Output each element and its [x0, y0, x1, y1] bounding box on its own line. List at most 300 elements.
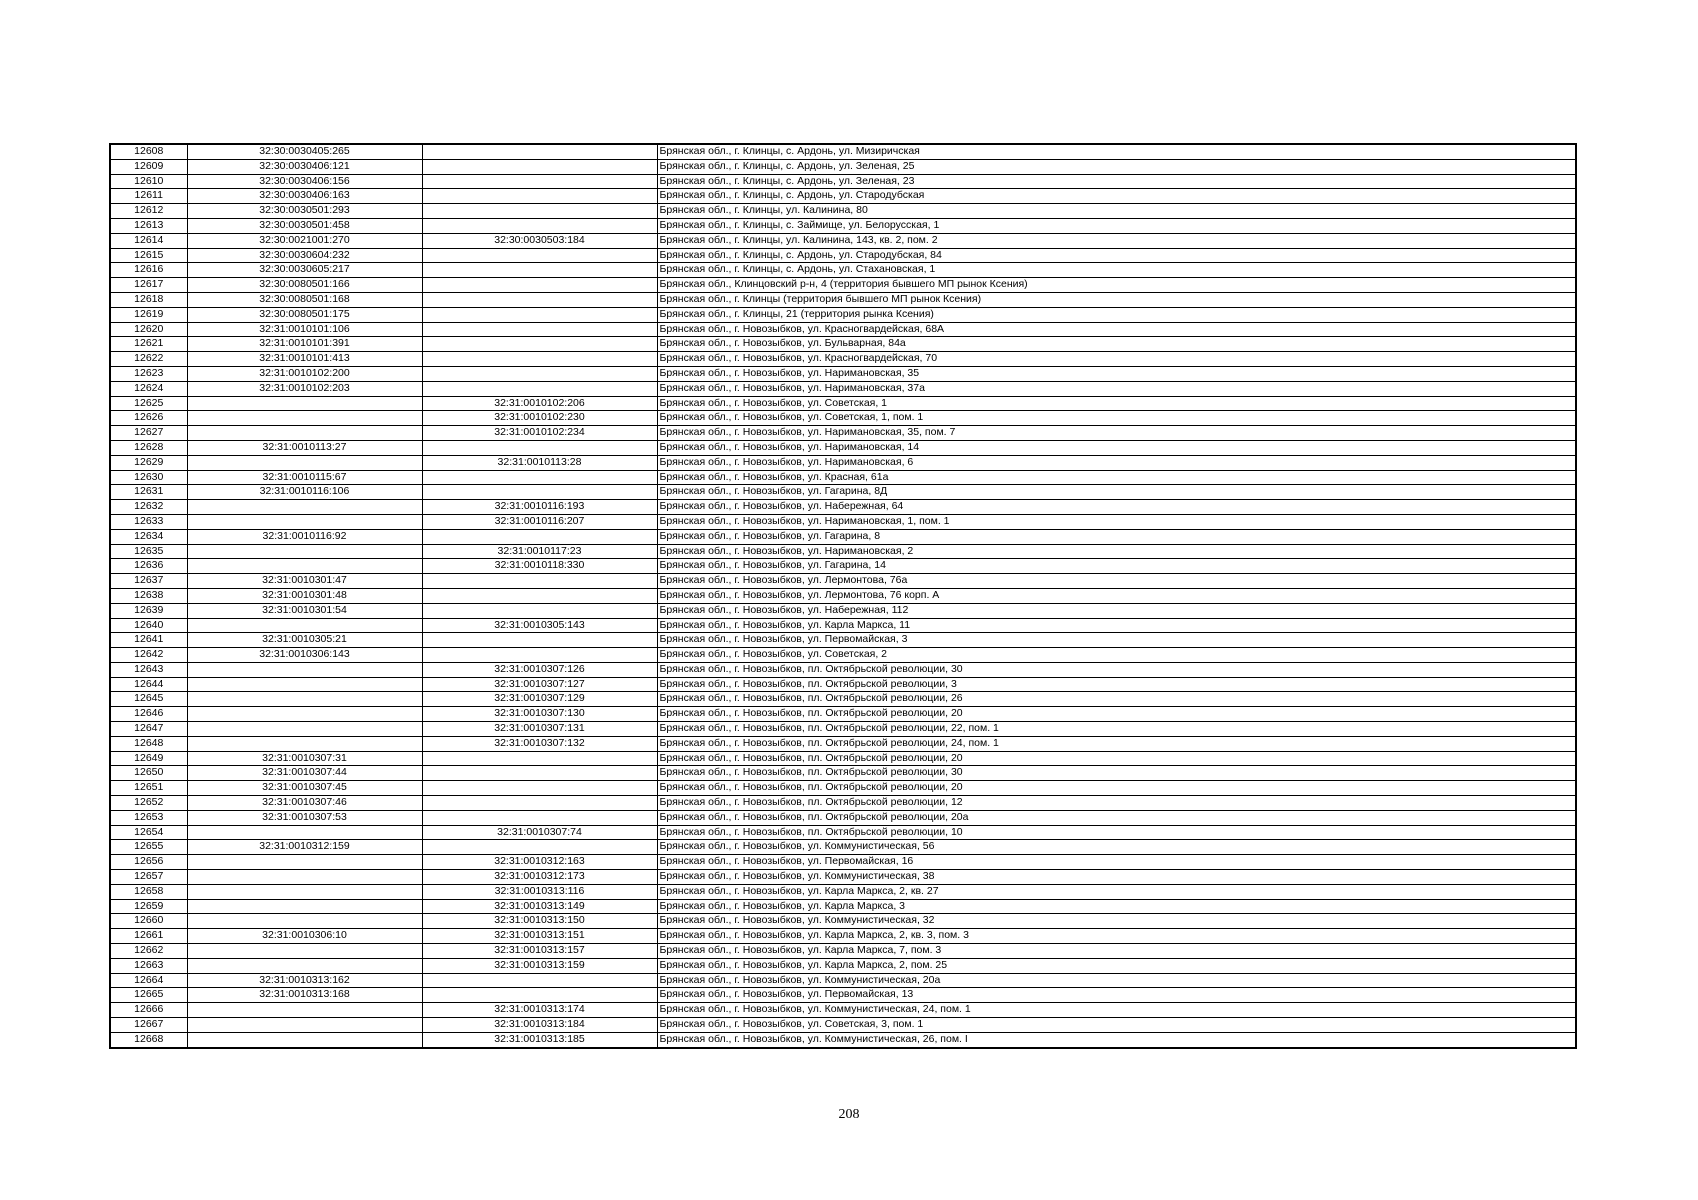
row-number-cell: 12638	[110, 588, 187, 603]
registry-body	[110, 144, 1576, 1048]
address-cell: Брянская обл., г. Новозыбков, ул. Коммунистическая, 20а	[657, 973, 1576, 988]
address-cell: Брянская обл., г. Новозыбков, ул. Наримановская, 14	[657, 440, 1576, 455]
row-number-cell: 12651	[110, 781, 187, 796]
row-number-cell: 12640	[110, 618, 187, 633]
row-number-cell: 12648	[110, 736, 187, 751]
table-row	[110, 544, 1576, 559]
address-cell: Брянская обл., г. Новозыбков, ул. Набережная, 64	[657, 500, 1576, 515]
address-cell: Брянская обл., г. Клинцы, с. Ардонь, ул. Стахановская, 1	[657, 263, 1576, 278]
cadastral-number-cell	[187, 736, 422, 751]
row-number-cell: 12664	[110, 973, 187, 988]
cadastral-number-cell: 32:31:0010307:45	[187, 781, 422, 796]
row-number-cell: 12637	[110, 574, 187, 589]
table-row	[110, 825, 1576, 840]
table-row	[110, 440, 1576, 455]
row-number-cell: 12646	[110, 707, 187, 722]
address-cell: Брянская обл., г. Новозыбков, ул. Карла Маркса, 2, кв. 27	[657, 884, 1576, 899]
cadastral-number-cell	[187, 1032, 422, 1047]
cadastral-number-cell: 32:31:0010307:44	[187, 766, 422, 781]
table-row	[110, 870, 1576, 885]
cadastral-number-cell	[187, 396, 422, 411]
table-row	[110, 899, 1576, 914]
cadastral-number-cell: 32:30:0030406:156	[187, 174, 422, 189]
address-cell: Брянская обл., г. Новозыбков, пл. Октябрьской революции, 24, пом. 1	[657, 736, 1576, 751]
table-row	[110, 322, 1576, 337]
address-cell: Брянская обл., г. Клинцы, с. Ардонь, ул. Стародубская	[657, 189, 1576, 204]
cadastral-number-cell: 32:31:0010307:46	[187, 796, 422, 811]
building-cadastral-number-cell	[422, 485, 657, 500]
building-cadastral-number-cell: 32:31:0010102:206	[422, 396, 657, 411]
address-cell: Брянская обл., г. Клинцы, 21 (территория рынка Ксения)	[657, 307, 1576, 322]
address-cell: Брянская обл., г. Новозыбков, ул. Наримановская, 2	[657, 544, 1576, 559]
building-cadastral-number-cell	[422, 381, 657, 396]
table-row	[110, 633, 1576, 648]
row-number-cell: 12621	[110, 337, 187, 352]
address-cell: Брянская обл., г. Новозыбков, ул. Наримановская, 35, пом. 7	[657, 426, 1576, 441]
cadastral-number-cell	[187, 411, 422, 426]
row-number-cell: 12622	[110, 352, 187, 367]
table-row	[110, 396, 1576, 411]
building-cadastral-number-cell: 32:31:0010307:126	[422, 662, 657, 677]
address-cell: Брянская обл., г. Новозыбков, пл. Октябрьской революции, 30	[657, 662, 1576, 677]
address-cell: Брянская обл., г. Новозыбков, ул. Карла Маркса, 7, пом. 3	[657, 944, 1576, 959]
row-number-cell: 12610	[110, 174, 187, 189]
cadastral-number-cell: 32:31:0010306:143	[187, 648, 422, 663]
address-cell: Брянская обл., г. Новозыбков, ул. Карла Маркса, 2, пом. 25	[657, 958, 1576, 973]
cadastral-number-cell: 32:31:0010305:21	[187, 633, 422, 648]
building-cadastral-number-cell: 32:31:0010313:151	[422, 929, 657, 944]
address-cell: Брянская обл., г. Новозыбков, пл. Октябрьской революции, 20а	[657, 810, 1576, 825]
cadastral-number-cell	[187, 544, 422, 559]
address-cell: Брянская обл., г. Новозыбков, ул. Карла Маркса, 2, кв. 3, пом. 3	[657, 929, 1576, 944]
table-row	[110, 707, 1576, 722]
building-cadastral-number-cell: 32:31:0010313:157	[422, 944, 657, 959]
table-row	[110, 958, 1576, 973]
row-number-cell: 12656	[110, 855, 187, 870]
building-cadastral-number-cell	[422, 440, 657, 455]
building-cadastral-number-cell: 32:31:0010307:131	[422, 722, 657, 737]
row-number-cell: 12619	[110, 307, 187, 322]
cadastral-number-cell	[187, 870, 422, 885]
table-row	[110, 366, 1576, 381]
address-cell: Брянская обл., г. Новозыбков, ул. Советская, 1, пом. 1	[657, 411, 1576, 426]
address-cell: Брянская обл., г. Новозыбков, ул. Красногвардейская, 70	[657, 352, 1576, 367]
cadastral-number-cell: 32:30:0080501:166	[187, 278, 422, 293]
table-row	[110, 766, 1576, 781]
cadastral-number-cell	[187, 899, 422, 914]
table-row	[110, 603, 1576, 618]
table-row	[110, 426, 1576, 441]
cadastral-number-cell: 32:31:0010101:106	[187, 322, 422, 337]
address-cell: Брянская обл., г. Клинцы (территория бывшего МП рынок Ксения)	[657, 292, 1576, 307]
row-number-cell: 12658	[110, 884, 187, 899]
address-cell: Брянская обл., г. Новозыбков, ул. Советская, 2	[657, 648, 1576, 663]
cadastral-number-cell	[187, 662, 422, 677]
registry-table	[109, 143, 1577, 1049]
table-row	[110, 1003, 1576, 1018]
cadastral-number-cell	[187, 500, 422, 515]
row-number-cell: 12617	[110, 278, 187, 293]
row-number-cell: 12639	[110, 603, 187, 618]
table-row	[110, 914, 1576, 929]
cadastral-number-cell	[187, 514, 422, 529]
row-number-cell: 12609	[110, 159, 187, 174]
table-row	[110, 722, 1576, 737]
address-cell: Брянская обл., г. Новозыбков, ул. Красногвардейская, 68А	[657, 322, 1576, 337]
address-cell: Брянская обл., г. Новозыбков, ул. Бульварная, 84а	[657, 337, 1576, 352]
row-number-cell: 12626	[110, 411, 187, 426]
address-cell: Брянская обл., г. Новозыбков, ул. Наримановская, 6	[657, 455, 1576, 470]
table-row	[110, 529, 1576, 544]
cadastral-number-cell: 32:30:0030501:458	[187, 218, 422, 233]
address-cell: Брянская обл., г. Новозыбков, ул. Гагарина, 8	[657, 529, 1576, 544]
row-number-cell: 12650	[110, 766, 187, 781]
table-row	[110, 278, 1576, 293]
address-cell: Брянская обл., г. Новозыбков, ул. Лермонтова, 76а	[657, 574, 1576, 589]
table-row	[110, 588, 1576, 603]
cadastral-number-cell: 32:31:0010116:106	[187, 485, 422, 500]
table-row	[110, 692, 1576, 707]
building-cadastral-number-cell	[422, 352, 657, 367]
building-cadastral-number-cell: 32:31:0010307:130	[422, 707, 657, 722]
cadastral-number-cell: 32:31:0010115:67	[187, 470, 422, 485]
building-cadastral-number-cell	[422, 322, 657, 337]
cadastral-number-cell	[187, 914, 422, 929]
building-cadastral-number-cell: 32:31:0010312:163	[422, 855, 657, 870]
table-row	[110, 411, 1576, 426]
cadastral-number-cell: 32:30:0030405:265	[187, 144, 422, 159]
row-number-cell: 12652	[110, 796, 187, 811]
row-number-cell: 12649	[110, 751, 187, 766]
cadastral-number-cell: 32:31:0010307:53	[187, 810, 422, 825]
row-number-cell: 12661	[110, 929, 187, 944]
row-number-cell: 12625	[110, 396, 187, 411]
cadastral-number-cell: 32:31:0010101:391	[187, 337, 422, 352]
building-cadastral-number-cell	[422, 307, 657, 322]
building-cadastral-number-cell	[422, 189, 657, 204]
row-number-cell: 12653	[110, 810, 187, 825]
row-number-cell: 12659	[110, 899, 187, 914]
row-number-cell: 12655	[110, 840, 187, 855]
row-number-cell: 12627	[110, 426, 187, 441]
table-row	[110, 1032, 1576, 1047]
address-cell: Брянская обл., г. Новозыбков, пл. Октябрьской революции, 20	[657, 781, 1576, 796]
cadastral-number-cell: 32:31:0010313:168	[187, 988, 422, 1003]
address-cell: Брянская обл., г. Новозыбков, ул. Карла Маркса, 11	[657, 618, 1576, 633]
table-row	[110, 248, 1576, 263]
building-cadastral-number-cell	[422, 292, 657, 307]
address-cell: Брянская обл., г. Новозыбков, пл. Октябрьской революции, 22, пом. 1	[657, 722, 1576, 737]
cadastral-number-cell: 32:30:0030501:293	[187, 204, 422, 219]
address-cell: Брянская обл., г. Новозыбков, ул. Первомайская, 16	[657, 855, 1576, 870]
building-cadastral-number-cell	[422, 588, 657, 603]
cadastral-number-cell: 32:30:0030406:163	[187, 189, 422, 204]
cadastral-number-cell	[187, 958, 422, 973]
building-cadastral-number-cell	[422, 218, 657, 233]
building-cadastral-number-cell	[422, 973, 657, 988]
address-cell: Брянская обл., г. Новозыбков, ул. Коммунистическая, 26, пом. I	[657, 1032, 1576, 1047]
cadastral-number-cell: 32:30:0021001:270	[187, 233, 422, 248]
row-number-cell: 12654	[110, 825, 187, 840]
building-cadastral-number-cell	[422, 796, 657, 811]
row-number-cell: 12633	[110, 514, 187, 529]
building-cadastral-number-cell: 32:31:0010102:230	[422, 411, 657, 426]
cadastral-number-cell	[187, 1003, 422, 1018]
address-cell: Брянская обл., г. Новозыбков, ул. Гагарина, 8Д	[657, 485, 1576, 500]
row-number-cell: 12632	[110, 500, 187, 515]
address-cell: Брянская обл., г. Новозыбков, ул. Первомайская, 13	[657, 988, 1576, 1003]
table-row	[110, 781, 1576, 796]
building-cadastral-number-cell	[422, 988, 657, 1003]
table-row	[110, 455, 1576, 470]
row-number-cell: 12623	[110, 366, 187, 381]
cadastral-number-cell: 32:31:0010102:200	[187, 366, 422, 381]
row-number-cell: 12613	[110, 218, 187, 233]
building-cadastral-number-cell	[422, 810, 657, 825]
table-row	[110, 736, 1576, 751]
building-cadastral-number-cell: 32:30:0030503:184	[422, 233, 657, 248]
cadastral-number-cell	[187, 677, 422, 692]
address-cell: Брянская обл., г. Клинцы, с. Ардонь, ул. Стародубская, 84	[657, 248, 1576, 263]
building-cadastral-number-cell	[422, 159, 657, 174]
row-number-cell: 12614	[110, 233, 187, 248]
row-number-cell: 12628	[110, 440, 187, 455]
row-number-cell: 12665	[110, 988, 187, 1003]
row-number-cell: 12662	[110, 944, 187, 959]
cadastral-number-cell	[187, 944, 422, 959]
building-cadastral-number-cell	[422, 574, 657, 589]
address-cell: Брянская обл., г. Новозыбков, ул. Советская, 3, пом. 1	[657, 1018, 1576, 1033]
row-number-cell: 12644	[110, 677, 187, 692]
address-cell: Брянская обл., г. Новозыбков, пл. Октябрьской революции, 10	[657, 825, 1576, 840]
table-row	[110, 884, 1576, 899]
building-cadastral-number-cell: 32:31:0010307:127	[422, 677, 657, 692]
row-number-cell: 12616	[110, 263, 187, 278]
address-cell: Брянская обл., г. Новозыбков, ул. Первомайская, 3	[657, 633, 1576, 648]
cadastral-number-cell: 32:31:0010307:31	[187, 751, 422, 766]
building-cadastral-number-cell: 32:31:0010307:74	[422, 825, 657, 840]
row-number-cell: 12620	[110, 322, 187, 337]
table-row	[110, 204, 1576, 219]
row-number-cell: 12612	[110, 204, 187, 219]
cadastral-number-cell: 32:31:0010312:159	[187, 840, 422, 855]
cadastral-number-cell	[187, 1018, 422, 1033]
table-row	[110, 218, 1576, 233]
cadastral-number-cell: 32:30:0080501:175	[187, 307, 422, 322]
row-number-cell: 12657	[110, 870, 187, 885]
cadastral-number-cell	[187, 455, 422, 470]
building-cadastral-number-cell: 32:31:0010116:193	[422, 500, 657, 515]
table-row	[110, 514, 1576, 529]
building-cadastral-number-cell	[422, 648, 657, 663]
address-cell: Брянская обл., г. Новозыбков, ул. Наримановская, 37а	[657, 381, 1576, 396]
row-number-cell: 12645	[110, 692, 187, 707]
building-cadastral-number-cell: 32:31:0010113:28	[422, 455, 657, 470]
table-row	[110, 677, 1576, 692]
cadastral-number-cell	[187, 618, 422, 633]
table-row	[110, 929, 1576, 944]
address-cell: Брянская обл., г. Клинцы, ул. Калинина, 143, кв. 2, пом. 2	[657, 233, 1576, 248]
address-cell: Брянская обл., г. Новозыбков, ул. Лермонтова, 76 корп. А	[657, 588, 1576, 603]
address-cell: Брянская обл., г. Новозыбков, ул. Набережная, 112	[657, 603, 1576, 618]
row-number-cell: 12666	[110, 1003, 187, 1018]
address-cell: Брянская обл., г. Новозыбков, пл. Октябрьской революции, 12	[657, 796, 1576, 811]
cadastral-number-cell	[187, 825, 422, 840]
table-row	[110, 840, 1576, 855]
table-row	[110, 855, 1576, 870]
address-cell: Брянская обл., г. Новозыбков, ул. Советская, 1	[657, 396, 1576, 411]
building-cadastral-number-cell	[422, 263, 657, 278]
table-row	[110, 988, 1576, 1003]
building-cadastral-number-cell	[422, 781, 657, 796]
row-number-cell: 12634	[110, 529, 187, 544]
building-cadastral-number-cell: 32:31:0010313:185	[422, 1032, 657, 1047]
building-cadastral-number-cell	[422, 751, 657, 766]
table-row	[110, 574, 1576, 589]
address-cell: Брянская обл., г. Новозыбков, ул. Гагарина, 14	[657, 559, 1576, 574]
table-row	[110, 144, 1576, 159]
address-cell: Брянская обл., г. Новозыбков, пл. Октябрьской революции, 3	[657, 677, 1576, 692]
table-row	[110, 263, 1576, 278]
address-cell: Брянская обл., г. Новозыбков, ул. Красная, 61а	[657, 470, 1576, 485]
address-cell: Брянская обл., г. Новозыбков, пл. Октябрьской революции, 30	[657, 766, 1576, 781]
building-cadastral-number-cell	[422, 366, 657, 381]
cadastral-number-cell	[187, 692, 422, 707]
row-number-cell: 12615	[110, 248, 187, 263]
address-cell: Брянская обл., г. Новозыбков, ул. Коммунистическая, 24, пом. 1	[657, 1003, 1576, 1018]
table-row	[110, 352, 1576, 367]
table-row	[110, 159, 1576, 174]
row-number-cell: 12630	[110, 470, 187, 485]
building-cadastral-number-cell: 32:31:0010307:129	[422, 692, 657, 707]
cadastral-number-cell	[187, 426, 422, 441]
table-row	[110, 174, 1576, 189]
building-cadastral-number-cell	[422, 278, 657, 293]
address-cell: Брянская обл., г. Новозыбков, пл. Октябрьской революции, 26	[657, 692, 1576, 707]
table-row	[110, 810, 1576, 825]
table-row	[110, 307, 1576, 322]
building-cadastral-number-cell: 32:31:0010307:132	[422, 736, 657, 751]
row-number-cell: 12624	[110, 381, 187, 396]
address-cell: Брянская обл., г. Новозыбков, ул. Наримановская, 1, пом. 1	[657, 514, 1576, 529]
building-cadastral-number-cell: 32:31:0010116:207	[422, 514, 657, 529]
address-cell: Брянская обл., г. Новозыбков, пл. Октябрьской революции, 20	[657, 707, 1576, 722]
address-cell: Брянская обл., г. Новозыбков, пл. Октябрьской революции, 20	[657, 751, 1576, 766]
cadastral-number-cell	[187, 707, 422, 722]
cadastral-number-cell	[187, 855, 422, 870]
row-number-cell: 12636	[110, 559, 187, 574]
cadastral-number-cell: 32:31:0010101:413	[187, 352, 422, 367]
table-row	[110, 470, 1576, 485]
table-row	[110, 751, 1576, 766]
cadastral-number-cell: 32:31:0010116:92	[187, 529, 422, 544]
building-cadastral-number-cell: 32:31:0010313:184	[422, 1018, 657, 1033]
table-row	[110, 500, 1576, 515]
row-number-cell: 12660	[110, 914, 187, 929]
table-row	[110, 292, 1576, 307]
table-row	[110, 381, 1576, 396]
building-cadastral-number-cell: 32:31:0010313:174	[422, 1003, 657, 1018]
building-cadastral-number-cell	[422, 204, 657, 219]
table-row	[110, 337, 1576, 352]
table-row	[110, 485, 1576, 500]
cadastral-number-cell: 32:31:0010301:47	[187, 574, 422, 589]
table-row	[110, 189, 1576, 204]
building-cadastral-number-cell: 32:31:0010313:149	[422, 899, 657, 914]
row-number-cell: 12608	[110, 144, 187, 159]
table-row	[110, 559, 1576, 574]
row-number-cell: 12618	[110, 292, 187, 307]
building-cadastral-number-cell	[422, 529, 657, 544]
cadastral-number-cell: 32:31:0010301:54	[187, 603, 422, 618]
cadastral-number-cell: 32:31:0010306:10	[187, 929, 422, 944]
cadastral-number-cell: 32:31:0010102:203	[187, 381, 422, 396]
address-cell: Брянская обл., г. Новозыбков, ул. Коммунистическая, 56	[657, 840, 1576, 855]
row-number-cell: 12647	[110, 722, 187, 737]
building-cadastral-number-cell	[422, 248, 657, 263]
cadastral-number-cell: 32:30:0080501:168	[187, 292, 422, 307]
building-cadastral-number-cell	[422, 633, 657, 648]
address-cell: Брянская обл., Клинцовский р-н, 4 (территория бывшего МП рынок Ксения)	[657, 278, 1576, 293]
building-cadastral-number-cell: 32:31:0010117:23	[422, 544, 657, 559]
table-row	[110, 233, 1576, 248]
address-cell: Брянская обл., г. Новозыбков, ул. Коммунистическая, 38	[657, 870, 1576, 885]
cadastral-number-cell	[187, 722, 422, 737]
address-cell: Брянская обл., г. Клинцы, с. Ардонь, ул. Мизиричская	[657, 144, 1576, 159]
cadastral-number-cell	[187, 559, 422, 574]
row-number-cell: 12641	[110, 633, 187, 648]
building-cadastral-number-cell	[422, 470, 657, 485]
row-number-cell: 12642	[110, 648, 187, 663]
building-cadastral-number-cell	[422, 174, 657, 189]
building-cadastral-number-cell: 32:31:0010118:330	[422, 559, 657, 574]
building-cadastral-number-cell: 32:31:0010313:116	[422, 884, 657, 899]
building-cadastral-number-cell: 32:31:0010102:234	[422, 426, 657, 441]
address-cell: Брянская обл., г. Клинцы, с. Ардонь, ул. Зеленая, 23	[657, 174, 1576, 189]
building-cadastral-number-cell	[422, 144, 657, 159]
address-cell: Брянская обл., г. Новозыбков, ул. Карла Маркса, 3	[657, 899, 1576, 914]
page-number: 208	[838, 1107, 860, 1122]
address-cell: Брянская обл., г. Клинцы, с. Займище, ул. Белорусская, 1	[657, 218, 1576, 233]
cadastral-number-cell: 32:30:0030406:121	[187, 159, 422, 174]
table-row	[110, 973, 1576, 988]
cadastral-number-cell: 32:31:0010113:27	[187, 440, 422, 455]
table-row	[110, 944, 1576, 959]
row-number-cell: 12667	[110, 1018, 187, 1033]
cadastral-number-cell	[187, 884, 422, 899]
building-cadastral-number-cell	[422, 766, 657, 781]
address-cell: Брянская обл., г. Новозыбков, ул. Наримановская, 35	[657, 366, 1576, 381]
address-cell: Брянская обл., г. Клинцы, с. Ардонь, ул. Зеленая, 25	[657, 159, 1576, 174]
building-cadastral-number-cell: 32:31:0010313:150	[422, 914, 657, 929]
row-number-cell: 12629	[110, 455, 187, 470]
row-number-cell: 12611	[110, 189, 187, 204]
table-row	[110, 648, 1576, 663]
table-row	[110, 796, 1576, 811]
cadastral-number-cell: 32:30:0030605:217	[187, 263, 422, 278]
building-cadastral-number-cell: 32:31:0010305:143	[422, 618, 657, 633]
address-cell: Брянская обл., г. Новозыбков, ул. Коммунистическая, 32	[657, 914, 1576, 929]
row-number-cell: 12663	[110, 958, 187, 973]
building-cadastral-number-cell: 32:31:0010313:159	[422, 958, 657, 973]
building-cadastral-number-cell	[422, 603, 657, 618]
row-number-cell: 12643	[110, 662, 187, 677]
building-cadastral-number-cell: 32:31:0010312:173	[422, 870, 657, 885]
cadastral-number-cell: 32:30:0030604:232	[187, 248, 422, 263]
building-cadastral-number-cell	[422, 840, 657, 855]
table-row	[110, 662, 1576, 677]
table-row	[110, 618, 1576, 633]
